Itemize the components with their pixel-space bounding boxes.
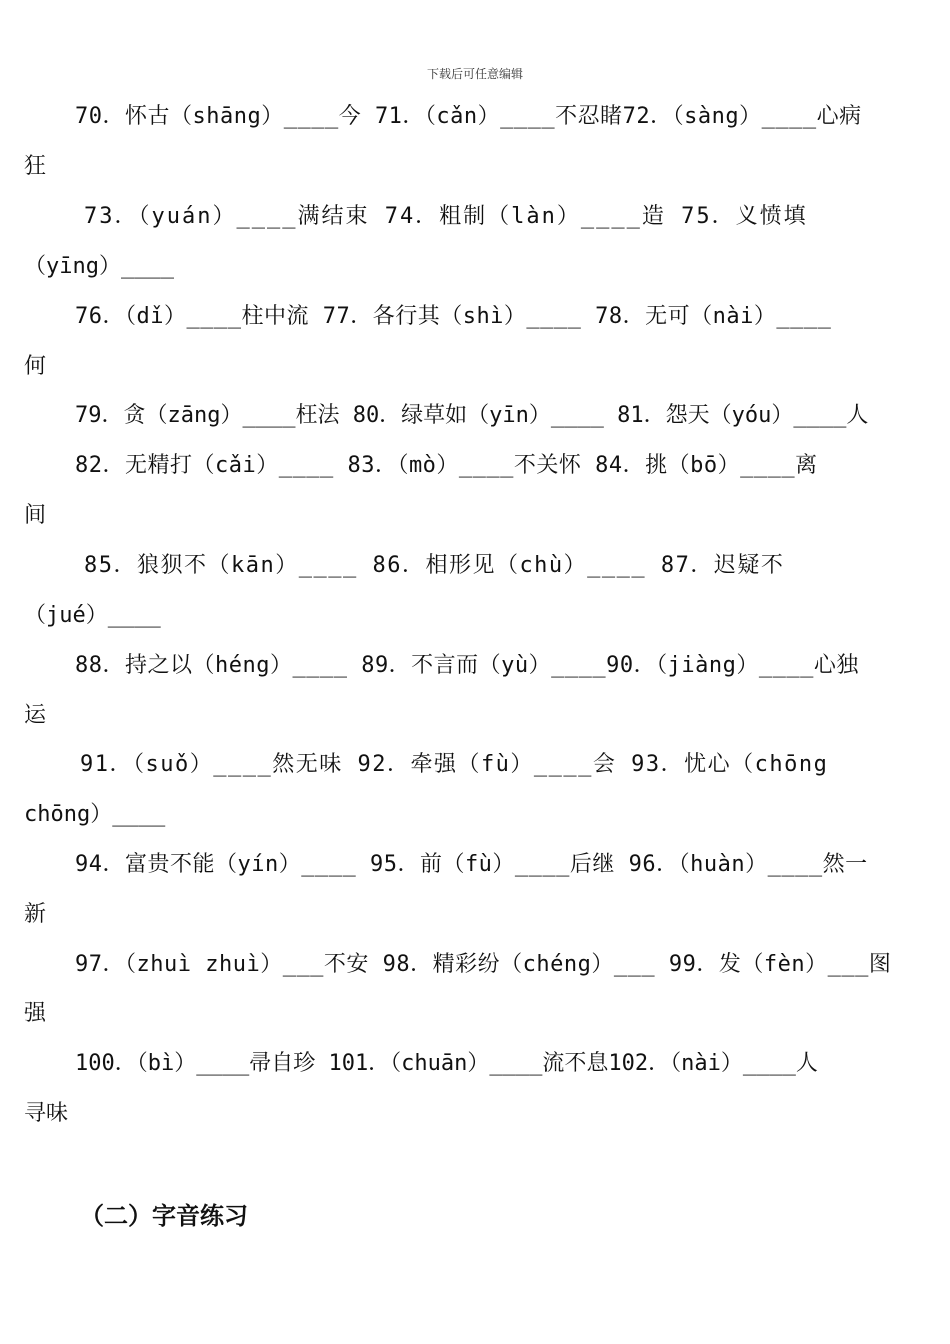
exercise-line: 73．（yuán）____满结束 74．粗制（làn）____造 75．义愤填 xyxy=(84,204,808,229)
exercise-line: 88．持之以（héng）____ 89．不言而（yù）____90．（jiàng）____心独 xyxy=(75,653,859,678)
exercise-line: （yīng）____ xyxy=(24,254,174,279)
exercise-line: 91．（suǒ）____然无味 92．牵强（fù）____会 93．忧心（chōng xyxy=(80,752,829,777)
page-header: 下载后可任意编辑 xyxy=(426,67,523,81)
exercise-line: 狂 xyxy=(24,154,47,179)
exercise-line: 强 xyxy=(24,1001,47,1026)
exercise-line: （jué）____ xyxy=(24,603,161,628)
exercise-line: 运 xyxy=(24,703,47,728)
exercise-line: 94．富贵不能（yín）____ 95．前（fù）____后继 96．（huàn）____然一 xyxy=(75,852,868,877)
exercise-line: 新 xyxy=(24,902,47,927)
exercise-line: 70．怀古（shāng）____今 71．（cǎn）____不忍睹72．（sàng）____心病 xyxy=(75,104,862,129)
exercise-line: 79．贪（zāng）____枉法 80．绿草如（yīn）____ 81．怨天（yóu）____人 xyxy=(75,403,869,428)
exercise-line: 97．（zhuì zhuì）___不安 98．精彩纷（chéng）___ 99．发（fèn）___图 xyxy=(75,952,892,977)
exercise-line: 100．（bì）____帚自珍 101．（chuān）____流不息102．（nài）____人 xyxy=(75,1051,818,1076)
exercise-line: 85．狼狈不（kān）____ 86．相形见（chù）____ 87．迟疑不 xyxy=(84,553,785,578)
exercise-line: 82．无精打（cǎi）____ 83．（mò）____不关怀 84．挑（bō）____离 xyxy=(75,453,818,478)
exercise-line: 寻味 xyxy=(24,1101,69,1126)
exercise-line: 何 xyxy=(24,354,47,379)
section-title: （二）字音练习 xyxy=(80,1202,248,1230)
exercise-line: 间 xyxy=(24,503,47,528)
exercise-line: 76．（dǐ）____柱中流 77．各行其（shì）____ 78．无可（nài）____ xyxy=(75,304,832,329)
exercise-line: chōng）____ xyxy=(24,802,166,827)
